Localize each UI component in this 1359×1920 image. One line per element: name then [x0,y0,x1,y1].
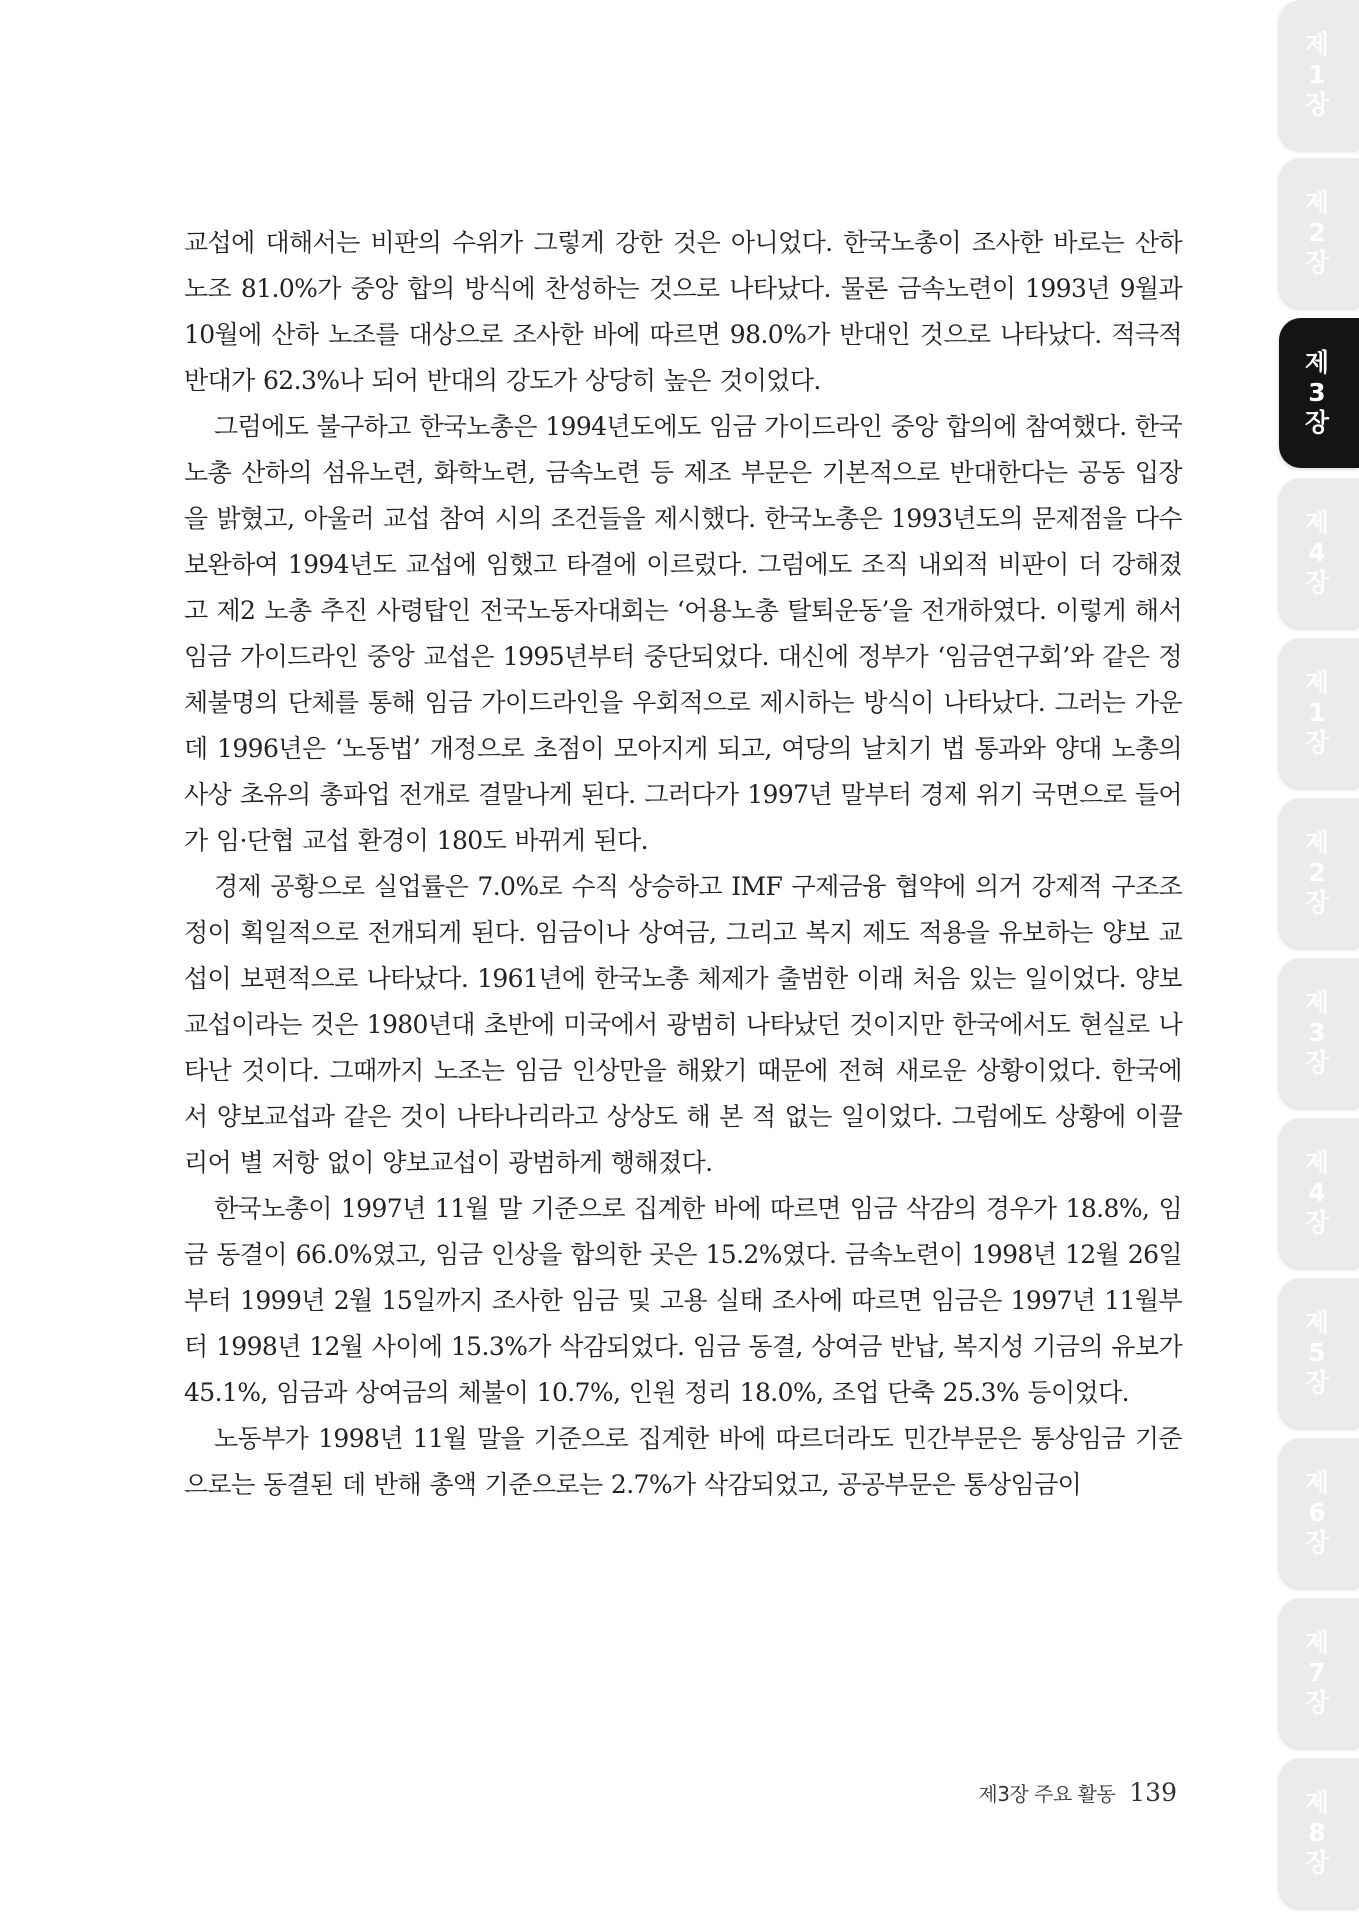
chapter-tab-label: 장 [1304,408,1330,437]
chapter-tab-5[interactable] [1279,638,1359,788]
chapter-tab-label: 제 [1304,348,1330,377]
chapter-tab-label: 장 [1304,1528,1330,1557]
chapter-tab-label: 제 [1304,1628,1330,1657]
chapter-tab-number: 3 [1308,1018,1326,1047]
chapter-tab-number: 4 [1308,1178,1326,1207]
chapter-tab-label: 제 [1304,1148,1330,1177]
chapter-tab-6[interactable] [1279,798,1359,948]
chapter-tab-11[interactable] [1279,1598,1359,1748]
chapter-tab-number: 5 [1308,1338,1326,1367]
chapter-tab-label: 장 [1304,90,1330,119]
chapter-tab-8[interactable] [1279,1118,1359,1268]
paragraph: 경제 공황으로 실업률은 7.0%로 수직 상승하고 IMF 구제금융 협약에 의거 강제적 구조조정이 획일적으로 전개되게 된다. 임금이나 상여금, 그리고 복지 제도 적용을 유보하는 양보 교섭이 보편적으로 나타났다. 1961년에 한국노총 체제가 출범한 이래 처음 있는 일이었다. 양보 교섭이라는 것은 1980년대 초반에 미국에서 광범히 나타났던 것이지만 한국에서도 현실로 나타난 것이다. 그때까지 노조는 임금 인상만을 해왔기 때문에 전혀 새로운 상황이었다. 한국에서 양보교섭과 같은 것이 나타나리라고 상상도 해 본 적 없는 일이었다. 그럼에도 상황에 이끌리어 별 저항 없이 양보교섭이 광범하게 행해졌다. [184,872,1182,1177]
chapter-tab-label: 장 [1304,568,1330,597]
chapter-tab-number: 6 [1308,1498,1326,1527]
chapter-tab-number: 3 [1308,378,1326,407]
chapter-tab-strip [1279,0,1359,1920]
chapter-tab-label: 제 [1304,508,1330,537]
paragraph: 한국노총이 1997년 11월 말 기준으로 집계한 바에 따르면 임금 삭감의 경우가 18.8%, 임금 동결이 66.0%였고, 임금 인상을 합의한 곳은 15.2%였다. 금속노련이 1998년 12월 26일부터 1999년 2월 15일까지 조사한 임금 및 고용 실태 조사에 따르면 임금은 1997년 11월부터 1998년 12월 사이에 15.3%가 삭감되었다. 임금 동결, 상여금 반납, 복지성 기금의 유보가 45.1%, 임금과 상여금의 체불이 10.7%, 인원 정리 18.0%, 조업 단축 25.3% 등이었다. [184,1194,1182,1407]
page-number: 139 [1129,1778,1177,1807]
chapter-tab-7[interactable] [1279,958,1359,1108]
chapter-tab-label: 장 [1304,1848,1330,1877]
chapter-tab-4[interactable] [1279,478,1359,628]
chapter-tab-12[interactable] [1279,1758,1359,1908]
chapter-tab-label: 장 [1304,248,1330,277]
chapter-tab-label: 제 [1304,988,1330,1017]
chapter-tab-number: 1 [1308,60,1326,89]
chapter-tab-1[interactable] [1279,0,1359,150]
chapter-tab-label: 제 [1304,668,1330,697]
chapter-tab-label: 제 [1304,188,1330,217]
chapter-tab-number: 2 [1308,858,1326,887]
paragraph: 노동부가 1998년 11월 말을 기준으로 집계한 바에 따르더라도 민간부문은 통상임금 기준으로는 동결된 데 반해 총액 기준으로는 2.7%가 삭감되었고, 공공부문은 통상임금이 [184,1424,1182,1499]
chapter-tab-label: 제 [1304,1468,1330,1497]
chapter-tab-9[interactable] [1279,1278,1359,1428]
page-body [184,220,1182,1508]
chapter-tab-label: 제 [1304,1788,1330,1817]
chapter-tab-2[interactable] [1279,158,1359,308]
chapter-tab-label: 장 [1304,1688,1330,1717]
chapter-tab-10[interactable] [1279,1438,1359,1588]
paragraph: 그럼에도 불구하고 한국노총은 1994년도에도 임금 가이드라인 중앙 합의에 참여했다. 한국노총 산하의 섬유노련, 화학노련, 금속노련 등 제조 부문은 기본적으로 반대한다는 공동 입장을 밝혔고, 아울러 교섭 참여 시의 조건들을 제시했다. 한국노총은 1993년도의 문제점을 다수 보완하여 1994년도 교섭에 임했고 타결에 이르렀다. 그럼에도 조직 내외적 비판이 더 강해졌고 제2 노총 추진 사령탑인 전국노동자대회는 ‘어용노총 탈퇴운동’을 전개하였다. 이렇게 해서 임금 가이드라인 중앙 교섭은 1995년부터 중단되었다. 대신에 정부가 ‘임금연구회’와 같은 정체불명의 단체를 통해 임금 가이드라인을 우회적으로 제시하는 방식이 나타났다. 그러는 가운데 1996년은 ‘노동법’ 개정으로 초점이 모아지게 되고, 여당의 날치기 법 통과와 양대 노총의 사상 초유의 총파업 전개로 결말나게 된다. 그러다가 1997년 말부터 경제 위기 국면으로 들어가 임·단협 교섭 환경이 180도 바뀌게 된다. [184,412,1182,855]
chapter-tab-label: 장 [1304,888,1330,917]
chapter-tab-label: 제 [1304,828,1330,857]
chapter-tab-label: 제 [1304,1308,1330,1337]
chapter-tab-number: 8 [1308,1818,1326,1847]
chapter-tab-label: 장 [1304,728,1330,757]
page-footer [978,1778,1177,1807]
chapter-tab-number: 2 [1308,218,1326,247]
chapter-tab-label: 장 [1304,1208,1330,1237]
chapter-tab-label: 제 [1304,30,1330,59]
chapter-tab-3-active[interactable] [1279,318,1359,468]
paragraph: 교섭에 대해서는 비판의 수위가 그렇게 강한 것은 아니었다. 한국노총이 조사한 바로는 산하 노조 81.0%가 중앙 합의 방식에 찬성하는 것으로 나타났다. 물론 금속노련이 1993년 9월과 10월에 산하 노조를 대상으로 조사한 바에 따르면 98.0%가 반대인 것으로 나타났다. 적극적 반대가 62.3%나 되어 반대의 강도가 상당히 높은 것이었다. [184,228,1182,395]
chapter-tab-number: 1 [1308,698,1326,727]
chapter-tab-number: 4 [1308,538,1326,567]
chapter-tab-number: 7 [1308,1658,1326,1687]
chapter-tab-label: 장 [1304,1048,1330,1077]
running-chapter-label: 제3장 주요 활동 [978,1782,1116,1806]
chapter-tab-label: 장 [1304,1368,1330,1397]
